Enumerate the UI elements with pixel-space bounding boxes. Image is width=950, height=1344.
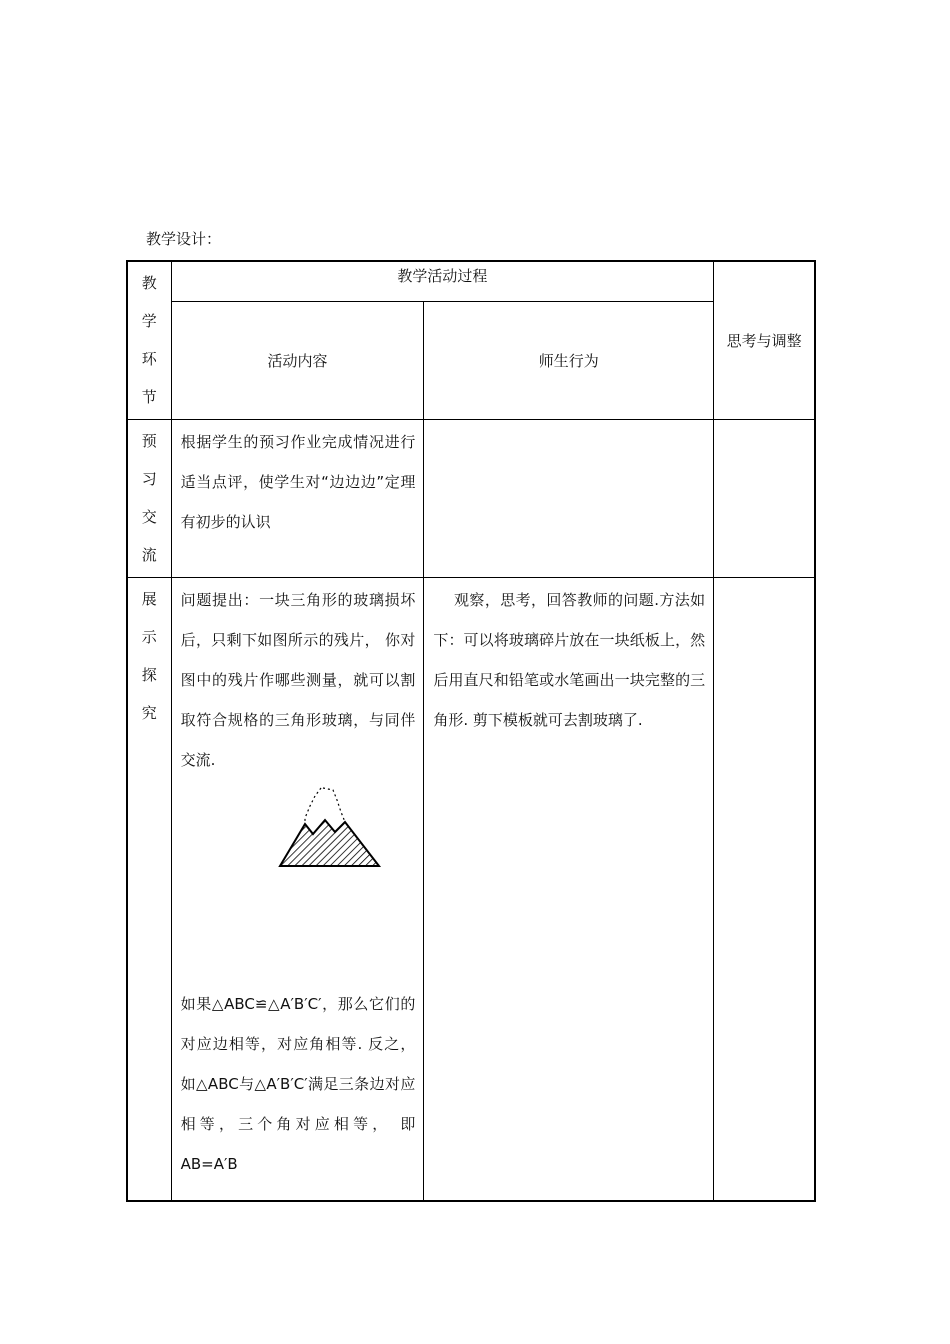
table-row-explore bbox=[127, 577, 815, 1201]
reflect-cell bbox=[714, 577, 815, 1201]
stage-char: 流 bbox=[141, 545, 157, 564]
stage-header-char: 节 bbox=[141, 388, 157, 406]
reflect-cell bbox=[714, 419, 815, 577]
reflect-text bbox=[714, 578, 814, 580]
stage-char: 探 bbox=[141, 665, 157, 684]
broken-glass-triangle-figure-icon bbox=[277, 784, 387, 884]
stage-header-char: 学 bbox=[141, 312, 157, 330]
process-header: 教学活动过程 bbox=[171, 261, 714, 301]
stage-char: 习 bbox=[141, 469, 157, 488]
reflect-text bbox=[714, 420, 814, 422]
content-text-problem: 问题提出：一块三角形的玻璃损坏后，只剩下如图所示的残片， 你对图中的残片作哪些测量，就可以割取符合规格的三角形玻璃，与同伴交流. bbox=[180, 590, 416, 769]
content-cell bbox=[171, 419, 424, 577]
content-header: 活动内容 bbox=[171, 301, 424, 419]
page-heading: 教学设计： bbox=[146, 230, 222, 248]
stage-char: 展 bbox=[141, 589, 157, 608]
behavior-cell bbox=[424, 419, 714, 577]
content-text-congruence: 如果△ABC≌△A′B′C′，那么它们的对应边相等，对应角相等. 反之， 如△ABC与△A′B′C′满足三条边对应相等，三个角对应相等， 即 AB=A′B bbox=[180, 994, 416, 1173]
stage-header-char: 教 bbox=[141, 274, 157, 292]
behavior-text: 观察，思考，回答教师的问题.方法如下：可以将玻璃碎片放在一块纸板上，然后用直尺和铅笔或水笔画出一块完整的三角形. 剪下模板就可去割玻璃了. bbox=[433, 590, 706, 729]
stage-char: 示 bbox=[141, 627, 157, 646]
content-text: 根据学生的预习作业完成情况进行适当点评，使学生对“边边边”定理有初步的认识 bbox=[180, 432, 416, 531]
header-row-2 bbox=[127, 301, 815, 419]
stage-char: 究 bbox=[141, 703, 157, 722]
table-row-preview bbox=[127, 419, 815, 577]
reflect-header: 思考与调整 bbox=[714, 261, 815, 419]
stage-cell bbox=[127, 419, 171, 577]
behavior-header: 师生行为 bbox=[424, 301, 714, 419]
header-row-1 bbox=[127, 261, 815, 301]
content-cell bbox=[171, 577, 424, 1201]
stage-header-cell bbox=[127, 261, 171, 419]
lesson-plan-table bbox=[126, 260, 816, 1202]
stage-cell bbox=[127, 577, 171, 1201]
behavior-cell bbox=[424, 577, 714, 1201]
stage-char: 交 bbox=[141, 507, 157, 526]
behavior-text bbox=[424, 420, 713, 422]
stage-char: 预 bbox=[141, 431, 157, 450]
stage-header-char: 环 bbox=[141, 350, 157, 368]
